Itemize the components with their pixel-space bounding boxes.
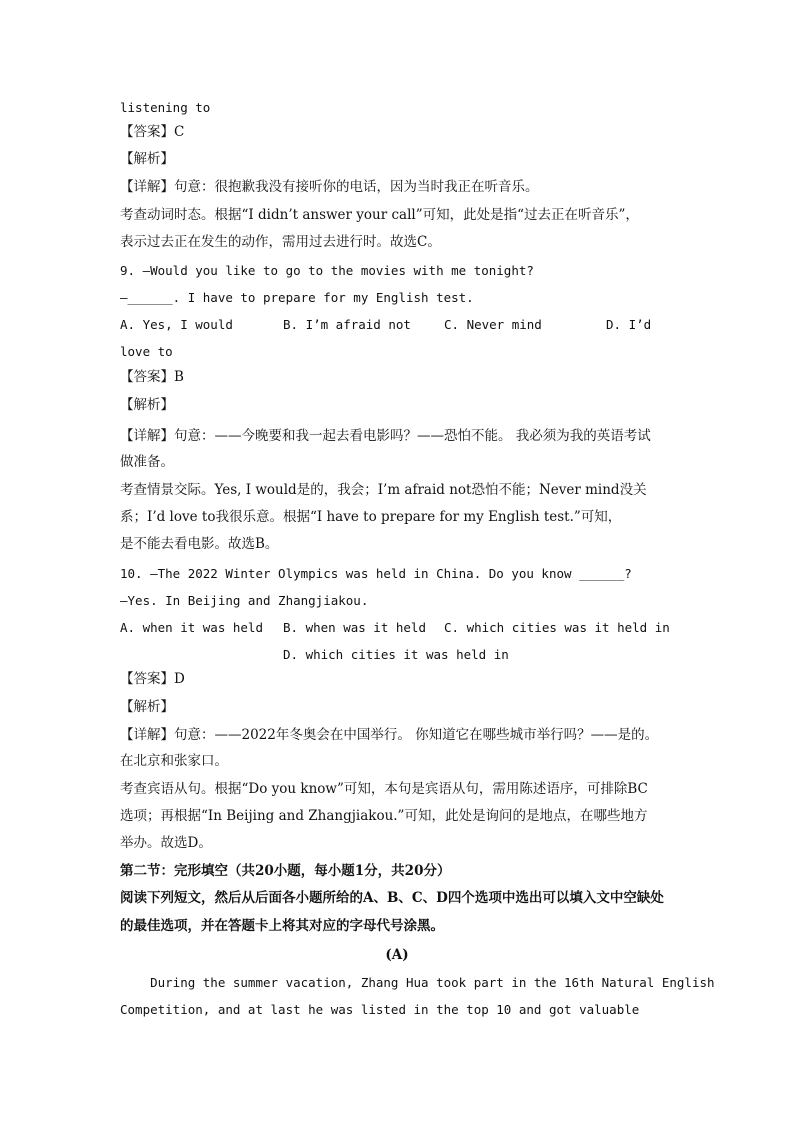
explanation-line: 考查情景交际。Yes, I would是的，我会；I’m afraid not恐怕不能；Never mind没关 — [120, 482, 647, 498]
explanation-line: 举办。故选D。 — [120, 835, 212, 851]
answer-label: 【答案】D — [120, 671, 185, 687]
q10-option-c: C. which cities was it held in — [444, 620, 670, 635]
q9-option-d: D. I’d — [606, 317, 652, 332]
passage-text: Competition, and at last he was listed in the top 10 and got valuable — [120, 1002, 640, 1017]
explanation-line: 选项；再根据“In Beijing and Zhangjiakou.”可知，此处是询问的是地点，在哪些地方 — [120, 808, 648, 824]
q10-option-b: B. when was it held — [283, 620, 426, 635]
analysis-label: 【解析】 — [120, 151, 174, 167]
q9-option-b: B. I’m afraid not — [283, 317, 411, 332]
analysis-label: 【解析】 — [120, 699, 174, 715]
analysis-label: 【解析】 — [120, 397, 174, 413]
answer-label: 【答案】C — [120, 124, 185, 140]
passage-label: (A) — [385, 947, 409, 963]
explanation-line: 【详解】句意：很抱歉我没有接听你的电话，因为当时我正在听音乐。 — [120, 179, 539, 195]
explanation-line: 考查动词时态。根据“I didn’t answer your call”可知，此处是指“过去正在听音乐”， — [120, 207, 639, 223]
question-9-reply: —______. I have to prepare for my English test. — [120, 290, 474, 305]
section-instructions: 的最佳选项，并在答题卡上将其对应的字母代号涂黑。 — [120, 918, 444, 934]
explanation-line: 表示过去正在发生的动作，需用过去进行时。故选C。 — [120, 234, 441, 250]
q9-option-c: C. Never mind — [444, 317, 542, 332]
q10-option-d: D. which cities it was held in — [283, 647, 509, 662]
explanation-line: 做准备。 — [120, 454, 174, 470]
q10-option-a: A. when it was held — [120, 620, 263, 635]
passage-text: During the summer vacation, Zhang Hua took part in the 16th Natural English — [120, 975, 715, 990]
explanation-line: 【详解】句意：——今晚要和我一起去看电影吗？——恐怕不能。 我必须为我的英语考试 — [120, 428, 651, 444]
explanation-line: 在北京和张家口。 — [120, 753, 228, 769]
section-heading: 第二节：完形填空（共20小题，每小题1分，共20分） — [120, 863, 451, 879]
explanation-line: 考查宾语从句。根据“Do you know”可知，本句是宾语从句，需用陈述语序，可排除BC — [120, 781, 648, 797]
section-instructions: 阅读下列短文，然后从后面各小题所给的A、B、C、D四个选项中选出可以填入文中空缺处 — [120, 890, 664, 906]
q9-option-a: A. Yes, I would — [120, 317, 233, 332]
text-line: listening to — [120, 100, 211, 115]
question-10-reply: —Yes. In Beijing and Zhangjiakou. — [120, 593, 369, 608]
question-10: 10. —The 2022 Winter Olympics was held in China. Do you know ______? — [120, 566, 632, 581]
answer-label: 【答案】B — [120, 369, 184, 385]
explanation-line: 系；I’d love to我很乐意。根据“I have to prepare for my English test.”可知， — [120, 509, 622, 525]
q9-option-d-cont: love to — [120, 344, 173, 359]
explanation-line: 是不能去看电影。故选B。 — [120, 536, 279, 552]
question-9: 9. —Would you like to go to the movies with me tonight? — [120, 263, 534, 278]
explanation-line: 【详解】句意：——2022年冬奥会在中国举行。 你知道它在哪些城市举行吗？——是的。 — [120, 727, 659, 743]
